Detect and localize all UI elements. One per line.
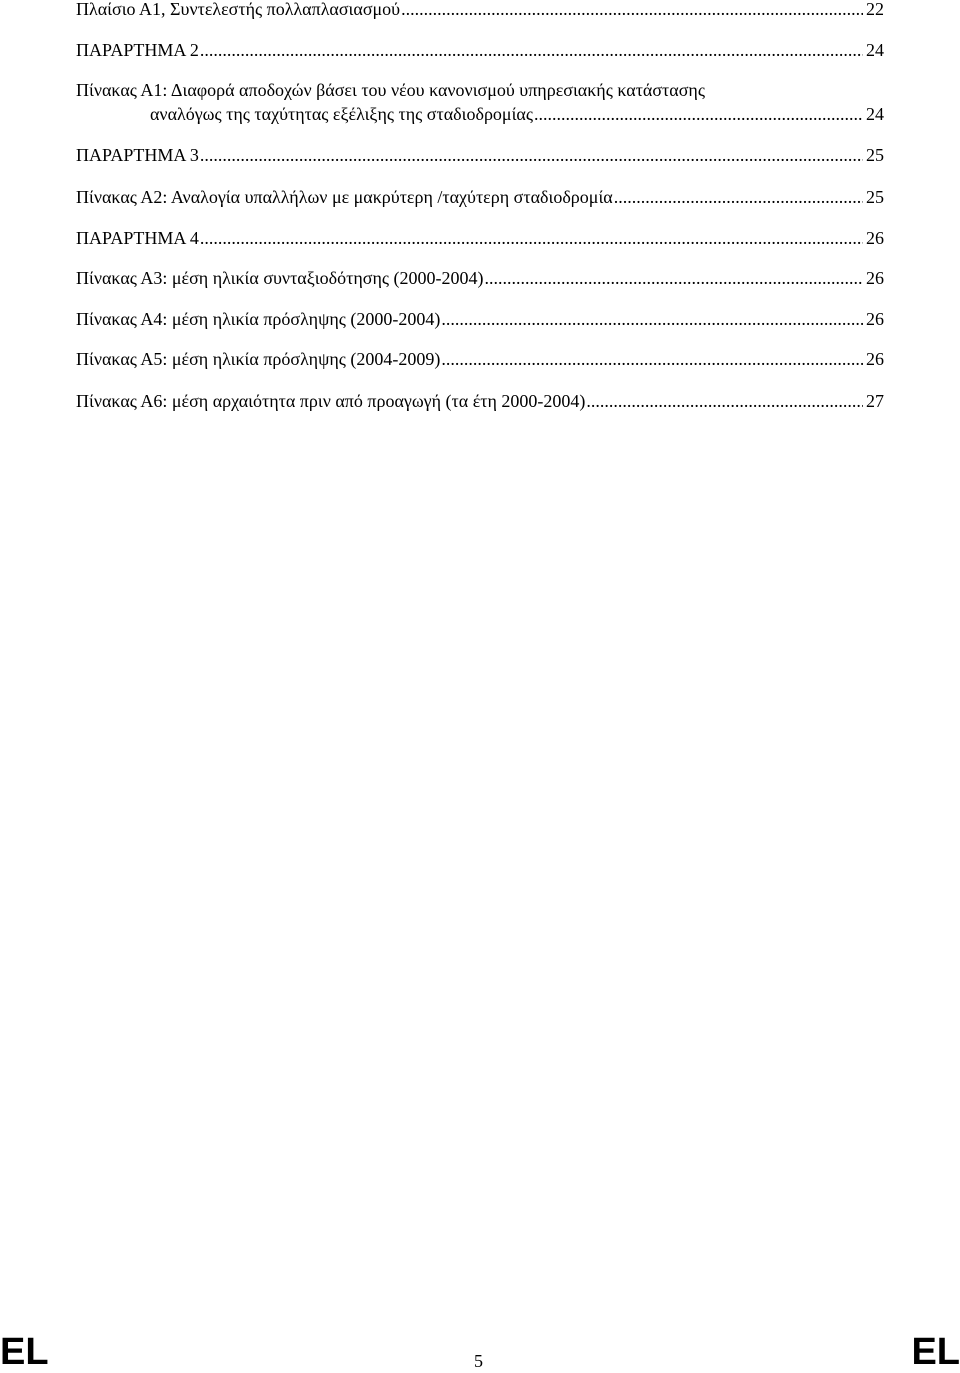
toc-leader-dots bbox=[401, 0, 863, 21]
toc-entry-text: ΠΑΡΑΡΤΗΜΑ 3 bbox=[76, 145, 199, 165]
footer-language-code-left: EL bbox=[0, 1331, 49, 1373]
toc-leader-dots bbox=[200, 143, 863, 167]
toc-entry[interactable] bbox=[76, 389, 884, 413]
toc-leader-dots bbox=[586, 389, 863, 413]
toc-entry[interactable] bbox=[76, 347, 884, 371]
toc-leader-dots bbox=[441, 347, 863, 371]
toc-leader-dots bbox=[614, 185, 863, 209]
toc-entry-page: 26 bbox=[866, 228, 884, 248]
toc-entry[interactable] bbox=[76, 266, 884, 290]
footer-page-number: 5 bbox=[474, 1351, 483, 1371]
toc-entry-text: Πίνακας Α4: μέση ηλικία πρόσληψης (2000-2004) bbox=[76, 309, 441, 329]
toc-entry[interactable] bbox=[76, 307, 884, 331]
toc-entry-page: 26 bbox=[866, 349, 884, 369]
toc-entry-page: 27 bbox=[866, 391, 884, 411]
toc-entry[interactable] bbox=[76, 185, 884, 209]
toc-leader-dots bbox=[200, 226, 863, 250]
toc-entry-page: 26 bbox=[866, 309, 884, 329]
toc-entry-text: Πλαίσιο Α1, Συντελεστής πολλαπλασιασμού bbox=[76, 0, 401, 19]
toc-entry-page: 25 bbox=[866, 187, 884, 207]
toc-leader-dots bbox=[534, 102, 863, 126]
toc-entry-text: Πίνακας Α5: μέση ηλικία πρόσληψης (2004-2009) bbox=[76, 349, 441, 369]
toc-entry-text: Πίνακας Α2: Αναλογία υπαλλήλων με μακρύτερη /ταχύτερη σταδιοδρομία bbox=[76, 187, 613, 207]
toc-entry-page: 24 bbox=[866, 104, 884, 124]
toc-leader-dots bbox=[441, 307, 863, 331]
toc-entry-page: 24 bbox=[866, 40, 884, 60]
toc-entry-page: 26 bbox=[866, 268, 884, 288]
toc-entry-text-line1: Πίνακας Α1: Διαφορά αποδοχών βάσει του νέου κανονισμού υπηρεσιακής κατάστασης bbox=[76, 80, 705, 100]
toc-leader-dots bbox=[484, 266, 863, 290]
toc-entry-page: 25 bbox=[866, 145, 884, 165]
toc-entry[interactable] bbox=[76, 78, 884, 126]
footer-language-code-right: EL bbox=[911, 1331, 960, 1373]
toc-entry-text-line2: αναλόγως της ταχύτητας εξέλιξης της σταδιοδρομίας bbox=[150, 104, 533, 124]
toc-entry-text: Πίνακας Α3: μέση ηλικία συνταξιοδότησης (2000-2004) bbox=[76, 268, 484, 288]
toc-entry-page: 22 bbox=[866, 0, 884, 19]
toc-leader-dots bbox=[200, 38, 863, 62]
toc-entry[interactable] bbox=[76, 38, 884, 62]
toc-entry-text: ΠΑΡΑΡΤΗΜΑ 4 bbox=[76, 228, 199, 248]
toc-entry[interactable] bbox=[76, 0, 884, 21]
toc-entry-text: ΠΑΡΑΡΤΗΜΑ 2 bbox=[76, 40, 199, 60]
toc-entry[interactable] bbox=[76, 226, 884, 250]
toc-entry[interactable] bbox=[76, 143, 884, 167]
toc-entry-text: Πίνακας Α6: μέση αρχαιότητα πριν από προαγωγή (τα έτη 2000-2004) bbox=[76, 391, 586, 411]
